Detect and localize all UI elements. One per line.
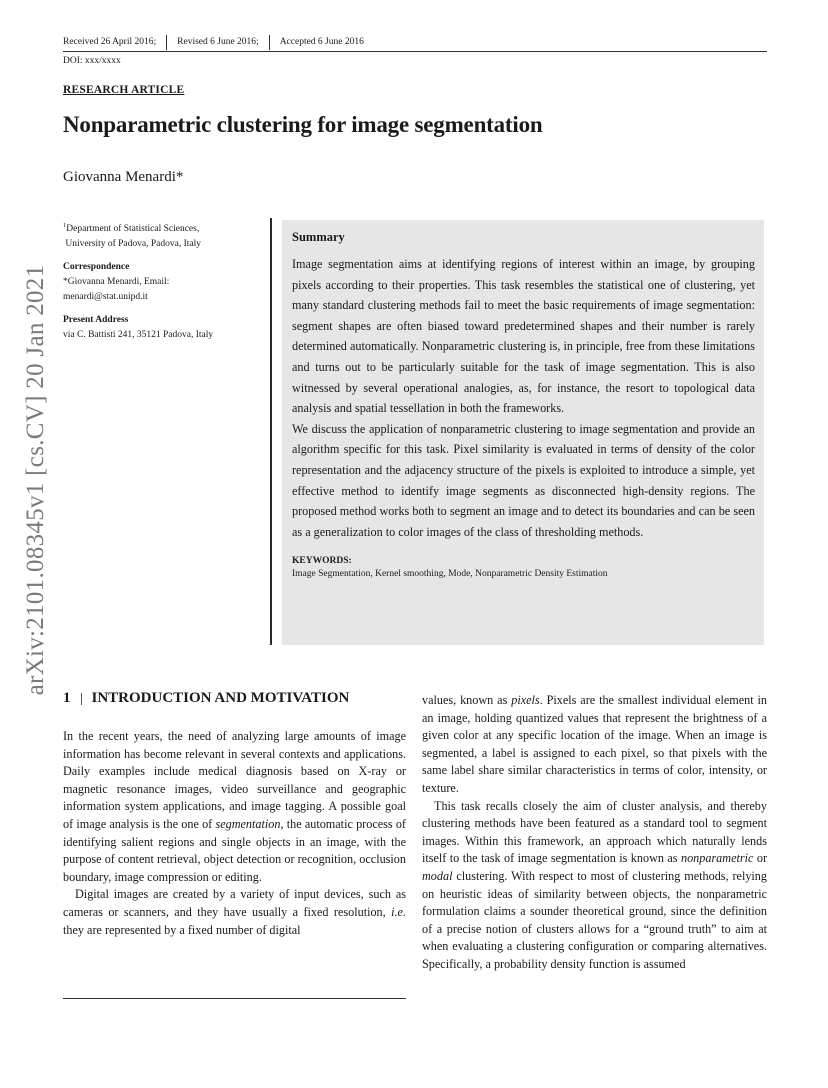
body-paragraph <box>422 798 767 974</box>
revised-date: Revised 6 June 2016; <box>177 37 259 47</box>
emphasis: modal <box>422 868 453 883</box>
article-type: RESEARCH ARTICLE <box>63 84 185 96</box>
section-title: INTRODUCTION AND MOTIVATION <box>91 690 350 706</box>
correspondence-email[interactable]: menardi@stat.unipd.it <box>63 292 148 302</box>
text-run: In the recent years, the need of analyzing large amounts of image information has become relevant in several contexts and applications. Daily examples include medical diagnosis based on X-ray or magnetic resonance images, video surveillance and geographic information system applications, and image tagging. A possible goal of image analysis is the one of <box>63 729 406 831</box>
author-info <box>63 218 268 351</box>
body-column-left <box>63 728 406 939</box>
emphasis: segmentation <box>215 816 281 831</box>
accepted-date: Accepted 6 June 2016 <box>279 37 364 47</box>
present-address-heading: Present Address <box>63 315 129 325</box>
affiliation-marker: 1 <box>63 222 67 229</box>
publication-dates <box>63 34 767 50</box>
summary-side-rule <box>270 218 272 645</box>
emphasis: pixels <box>511 693 540 707</box>
date-separator <box>269 35 270 50</box>
text-run: . Pixels are the smallest individual element in an image, holding quantized values that represent the brightness of a given color at any specific location of the image. When an image is segmented, a label is assigned to each pixel, so that pixels with the same label share similar characteristics in terms of color, intensity, or texture. <box>422 693 767 795</box>
emphasis: nonparametric <box>680 851 754 866</box>
summary-box <box>282 220 764 645</box>
text-run: or <box>753 851 767 866</box>
summary-paragraph-2: We discuss the application of nonparametric clustering to image segmentation and provide an algorithm specific for this task. Pixel similarity is evaluated in terms of density of the color representation and the adjacency structure of the pixels is exploited to introduce a simple, yet effective method to identify image segments as disconnected high-density regions. The proposed method works both to segment an image and to detect its boundaries and can be seen as a generalization to color images of the class of thresholding methods. <box>292 421 755 539</box>
text-run: clustering. With respect to most of clustering methods, relying on heuristic ideas of similarity between objects, the nonparametric formulation claims a sounder theoretical ground, since the definition of a precise notion of clusters allows for a “ground truth” to aim at when evaluating a clustering configuration or comparing alternatives. Specifically, a probability density function is assumed <box>422 868 767 971</box>
body-column-right <box>422 692 767 974</box>
header-rule <box>63 51 767 52</box>
section-number: 1 <box>63 690 71 706</box>
author-name: Giovanna Menardi* <box>63 169 184 185</box>
correspondence-heading: Correspondence <box>63 262 130 272</box>
affiliation-line-1: Department of Statistical Sciences, <box>66 224 200 234</box>
paper-title: Nonparametric clustering for image segmentation <box>63 112 543 137</box>
received-date: Received 26 April 2016; <box>63 37 157 47</box>
emphasis: i.e. <box>391 904 406 919</box>
summary-paragraph-1: Image segmentation aims at identifying regions of interest within an image, by grouping pixels according to their properties. This task resembles the statistical one of clustering, yet many standard clustering methods fail to meet the basic requirements of image segmentation: segment shapes are often biased toward predetermined shapes and their number is rarely determined automatically. Nonparametric clustering is, in principle, free from these limitations and turns out to be particularly suitable for the task of image segmentation. This is also witnessed by several operational analogies, as, for instance, the resort to topological data analysis and spatial tessellation in both the frameworks. <box>292 257 755 416</box>
doi: DOI: xxx/xxxx <box>63 56 121 66</box>
affiliation-line-2: University of Padova, Padova, Italy <box>65 239 201 249</box>
keywords-heading: KEYWORDS: <box>292 556 352 567</box>
section-heading <box>63 690 408 707</box>
text-run: This task recalls closely the aim of cluster analysis, and thereby clustering methods have been featured as a standard tool to segment images. Within this framework, an approach which naturally lends itself to the task of image segmentation is known as <box>422 798 767 866</box>
body-paragraph <box>422 692 767 798</box>
text-run: they are represented by a fixed number of digital <box>63 922 301 937</box>
body-paragraph <box>63 886 406 939</box>
date-separator <box>166 35 167 50</box>
arxiv-identifier: arXiv:2101.08345v1 [cs.CV] 20 Jan 2021 <box>22 264 49 696</box>
keywords: Image Segmentation, Kernel smoothing, Mode, Nonparametric Density Estimation <box>292 569 608 580</box>
text-run: values, known as <box>422 693 512 707</box>
body-paragraph <box>63 728 406 886</box>
section-separator <box>81 693 82 705</box>
footnote-rule <box>63 998 406 999</box>
text-run: , the automatic process of identifying salient regions and single objects in an image, with the purpose of content retrieval, object detection or recognition, occlusion boundary, image compression or editing. <box>63 816 406 884</box>
text-run: Digital images are created by a variety of input devices, such as cameras or scanners, and they have usually a fixed resolution, <box>63 887 406 919</box>
affiliation <box>63 218 268 252</box>
correspondence-line-1: *Giovanna Menardi, Email: <box>63 277 170 287</box>
correspondence <box>63 260 268 305</box>
present-address <box>63 313 268 343</box>
present-address-line: via C. Battisti 241, 35121 Padova, Italy <box>63 330 214 340</box>
summary-heading: Summary <box>292 230 345 244</box>
